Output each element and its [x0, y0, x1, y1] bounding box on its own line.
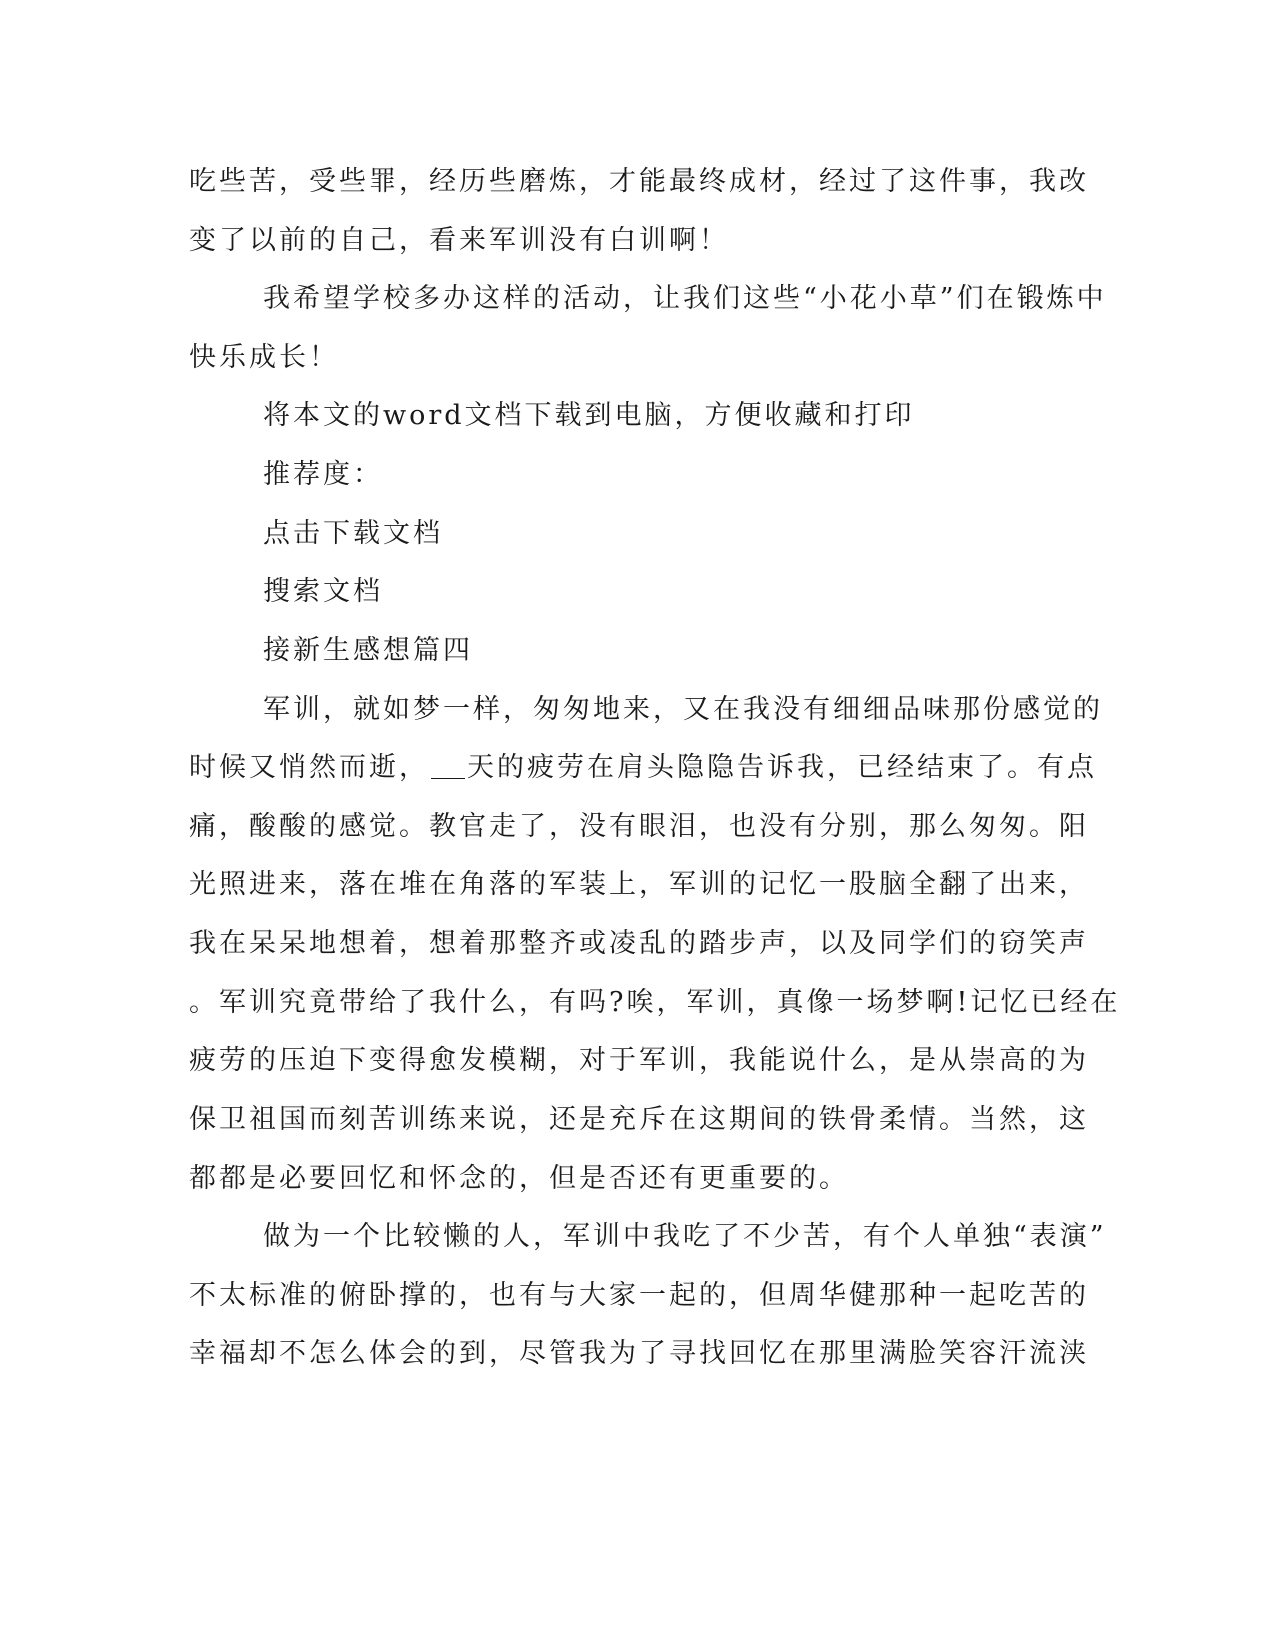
download-note: 将本文的word文档下载到电脑，方便收藏和打印 [263, 400, 915, 431]
section-title: 接新生感想篇四 [263, 635, 473, 666]
text-line: 我希望学校多办这样的活动，让我们这些“小花小草”们在锻炼中 [263, 283, 1107, 314]
text-line: 军训，就如梦一样，匆匆地来，又在我没有细细品味那份感觉的 [263, 694, 1103, 725]
text-line: 痛，酸酸的感觉。教官走了，没有眼泪，也没有分别，那么匆匆。阳 [189, 811, 1089, 842]
text-line: 做为一个比较懒的人，军训中我吃了不少苦，有个人单独“表演” [263, 1221, 1107, 1252]
download-document-link[interactable]: 点击下载文档 [263, 518, 443, 549]
text-line: 保卫祖国而刻苦训练来说，还是充斥在这期间的铁骨柔情。当然，这 [189, 1104, 1089, 1135]
fill-in-blank [431, 752, 465, 779]
recommend-label: 推荐度： [263, 459, 383, 490]
text-segment: 天的疲劳在肩头隐隐告诉我，已经结束了。有点 [467, 752, 1097, 783]
text-line: 。军训究竟带给了我什么，有吗?唉，军训，真像一场梦啊!记忆已经在 [189, 987, 1121, 1018]
text-segment: 时候又悄然而逝， [189, 752, 429, 783]
text-line: 幸福却不怎么体会的到，尽管我为了寻找回忆在那里满脸笑容汗流浃 [189, 1338, 1089, 1369]
text-line: 我在呆呆地想着，想着那整齐或凌乱的踏步声，以及同学们的窃笑声 [189, 928, 1089, 959]
text-line: 疲劳的压迫下变得愈发模糊，对于军训，我能说什么，是从崇高的为 [189, 1045, 1089, 1076]
search-document-link[interactable]: 搜索文档 [263, 576, 383, 607]
text-line: 变了以前的自己，看来军训没有白训啊！ [189, 225, 729, 256]
text-line: 吃些苦，受些罪，经历些磨炼，才能最终成材，经过了这件事，我改 [189, 166, 1089, 197]
text-line: 都都是必要回忆和怀念的，但是否还有更重要的。 [189, 1163, 849, 1194]
text-line: 不太标准的俯卧撑的，也有与大家一起的，但周华健那种一起吃苦的 [189, 1280, 1089, 1311]
text-line: 光照进来，落在堆在角落的军装上，军训的记忆一股脑全翻了出来， [189, 869, 1089, 900]
text-line [189, 750, 1097, 786]
text-line: 快乐成长！ [189, 342, 339, 373]
